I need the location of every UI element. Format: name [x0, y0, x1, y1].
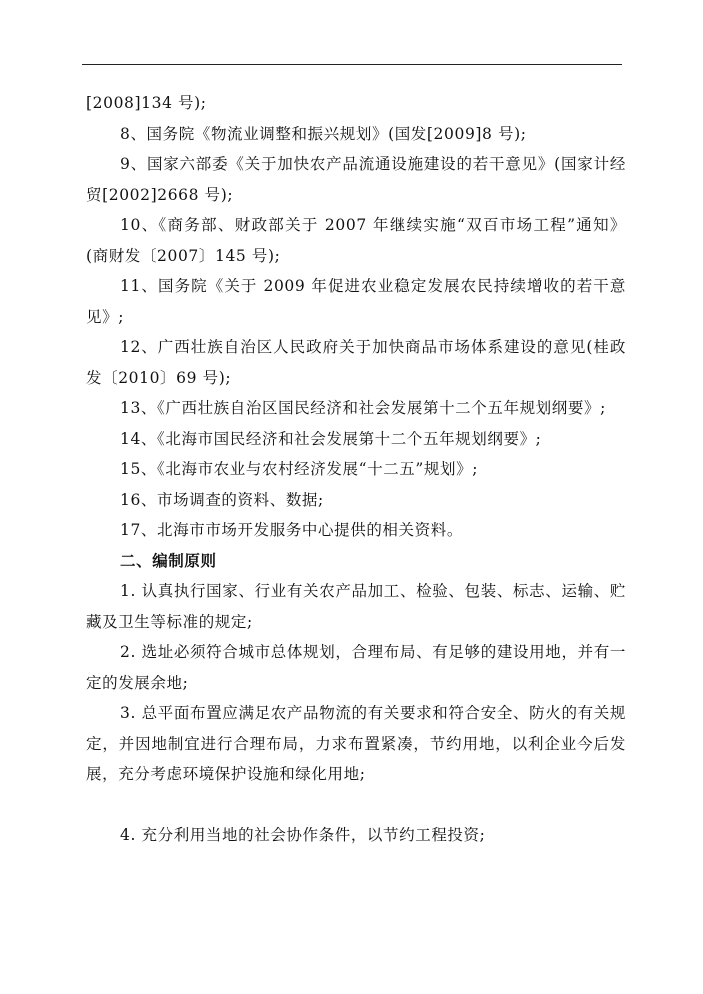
principle-item: 3. 总平面布置应满足农产品物流的有关要求和符合安全、防火的有关规定，并因地制宜进行合理布局，力求布置紧凑，节约用地，以利企业今后发展，充分考虑环境保护设施和绿化用地; — [86, 704, 626, 783]
reference-item: 11、国务院《关于 2009 年促进农业稳定发展农民持续增收的若干意见》; — [86, 277, 626, 326]
section-heading: 二、编制原则 — [120, 550, 217, 570]
reference-item: 9、国家六部委《关于加快农产品流通设施建设的若干意见》(国家计经贸[2002]2668 号); — [86, 155, 626, 204]
principle-item: 2. 选址必须符合城市总体规划，合理布局、有足够的建设用地，并有一定的发展余地; — [86, 643, 626, 692]
reference-item: 13、《广西壮族自治区国民经济和社会发展第十二个五年规划纲要》; — [120, 399, 606, 417]
header-rule — [82, 64, 622, 65]
principle-item: 4. 充分利用当地的社会协作条件，以节约工程投资; — [120, 825, 486, 844]
reference-item: 8、国务院《物流业调整和振兴规划》(国发[2009]8 号); — [120, 124, 527, 143]
reference-item: 17、北海市市场开发服务中心提供的相关资料。 — [120, 521, 463, 539]
paragraph-continuation: [2008]134 号); — [86, 94, 207, 112]
reference-item: 15、《北海市农业与农村经济发展“十二五”规划》; — [120, 460, 479, 478]
reference-item: 12、广西壮族自治区人民政府关于加快商品市场体系建设的意见(桂政发〔2010〕69 号); — [86, 338, 626, 387]
reference-item: 14、《北海市国民经济和社会发展第十二个五年规划纲要》; — [120, 429, 542, 448]
principle-item: 1. 认真执行国家、行业有关农产品加工、检验、包装、标志、运输、贮藏及卫生等标准的规定; — [86, 582, 626, 631]
reference-item: 16、市场调查的资料、数据; — [120, 490, 324, 509]
reference-item: 10、《商务部、财政部关于 2007 年继续实施“双百市场工程”通知》(商财发〔2007〕145 号); — [86, 216, 626, 265]
document-body — [86, 88, 626, 850]
